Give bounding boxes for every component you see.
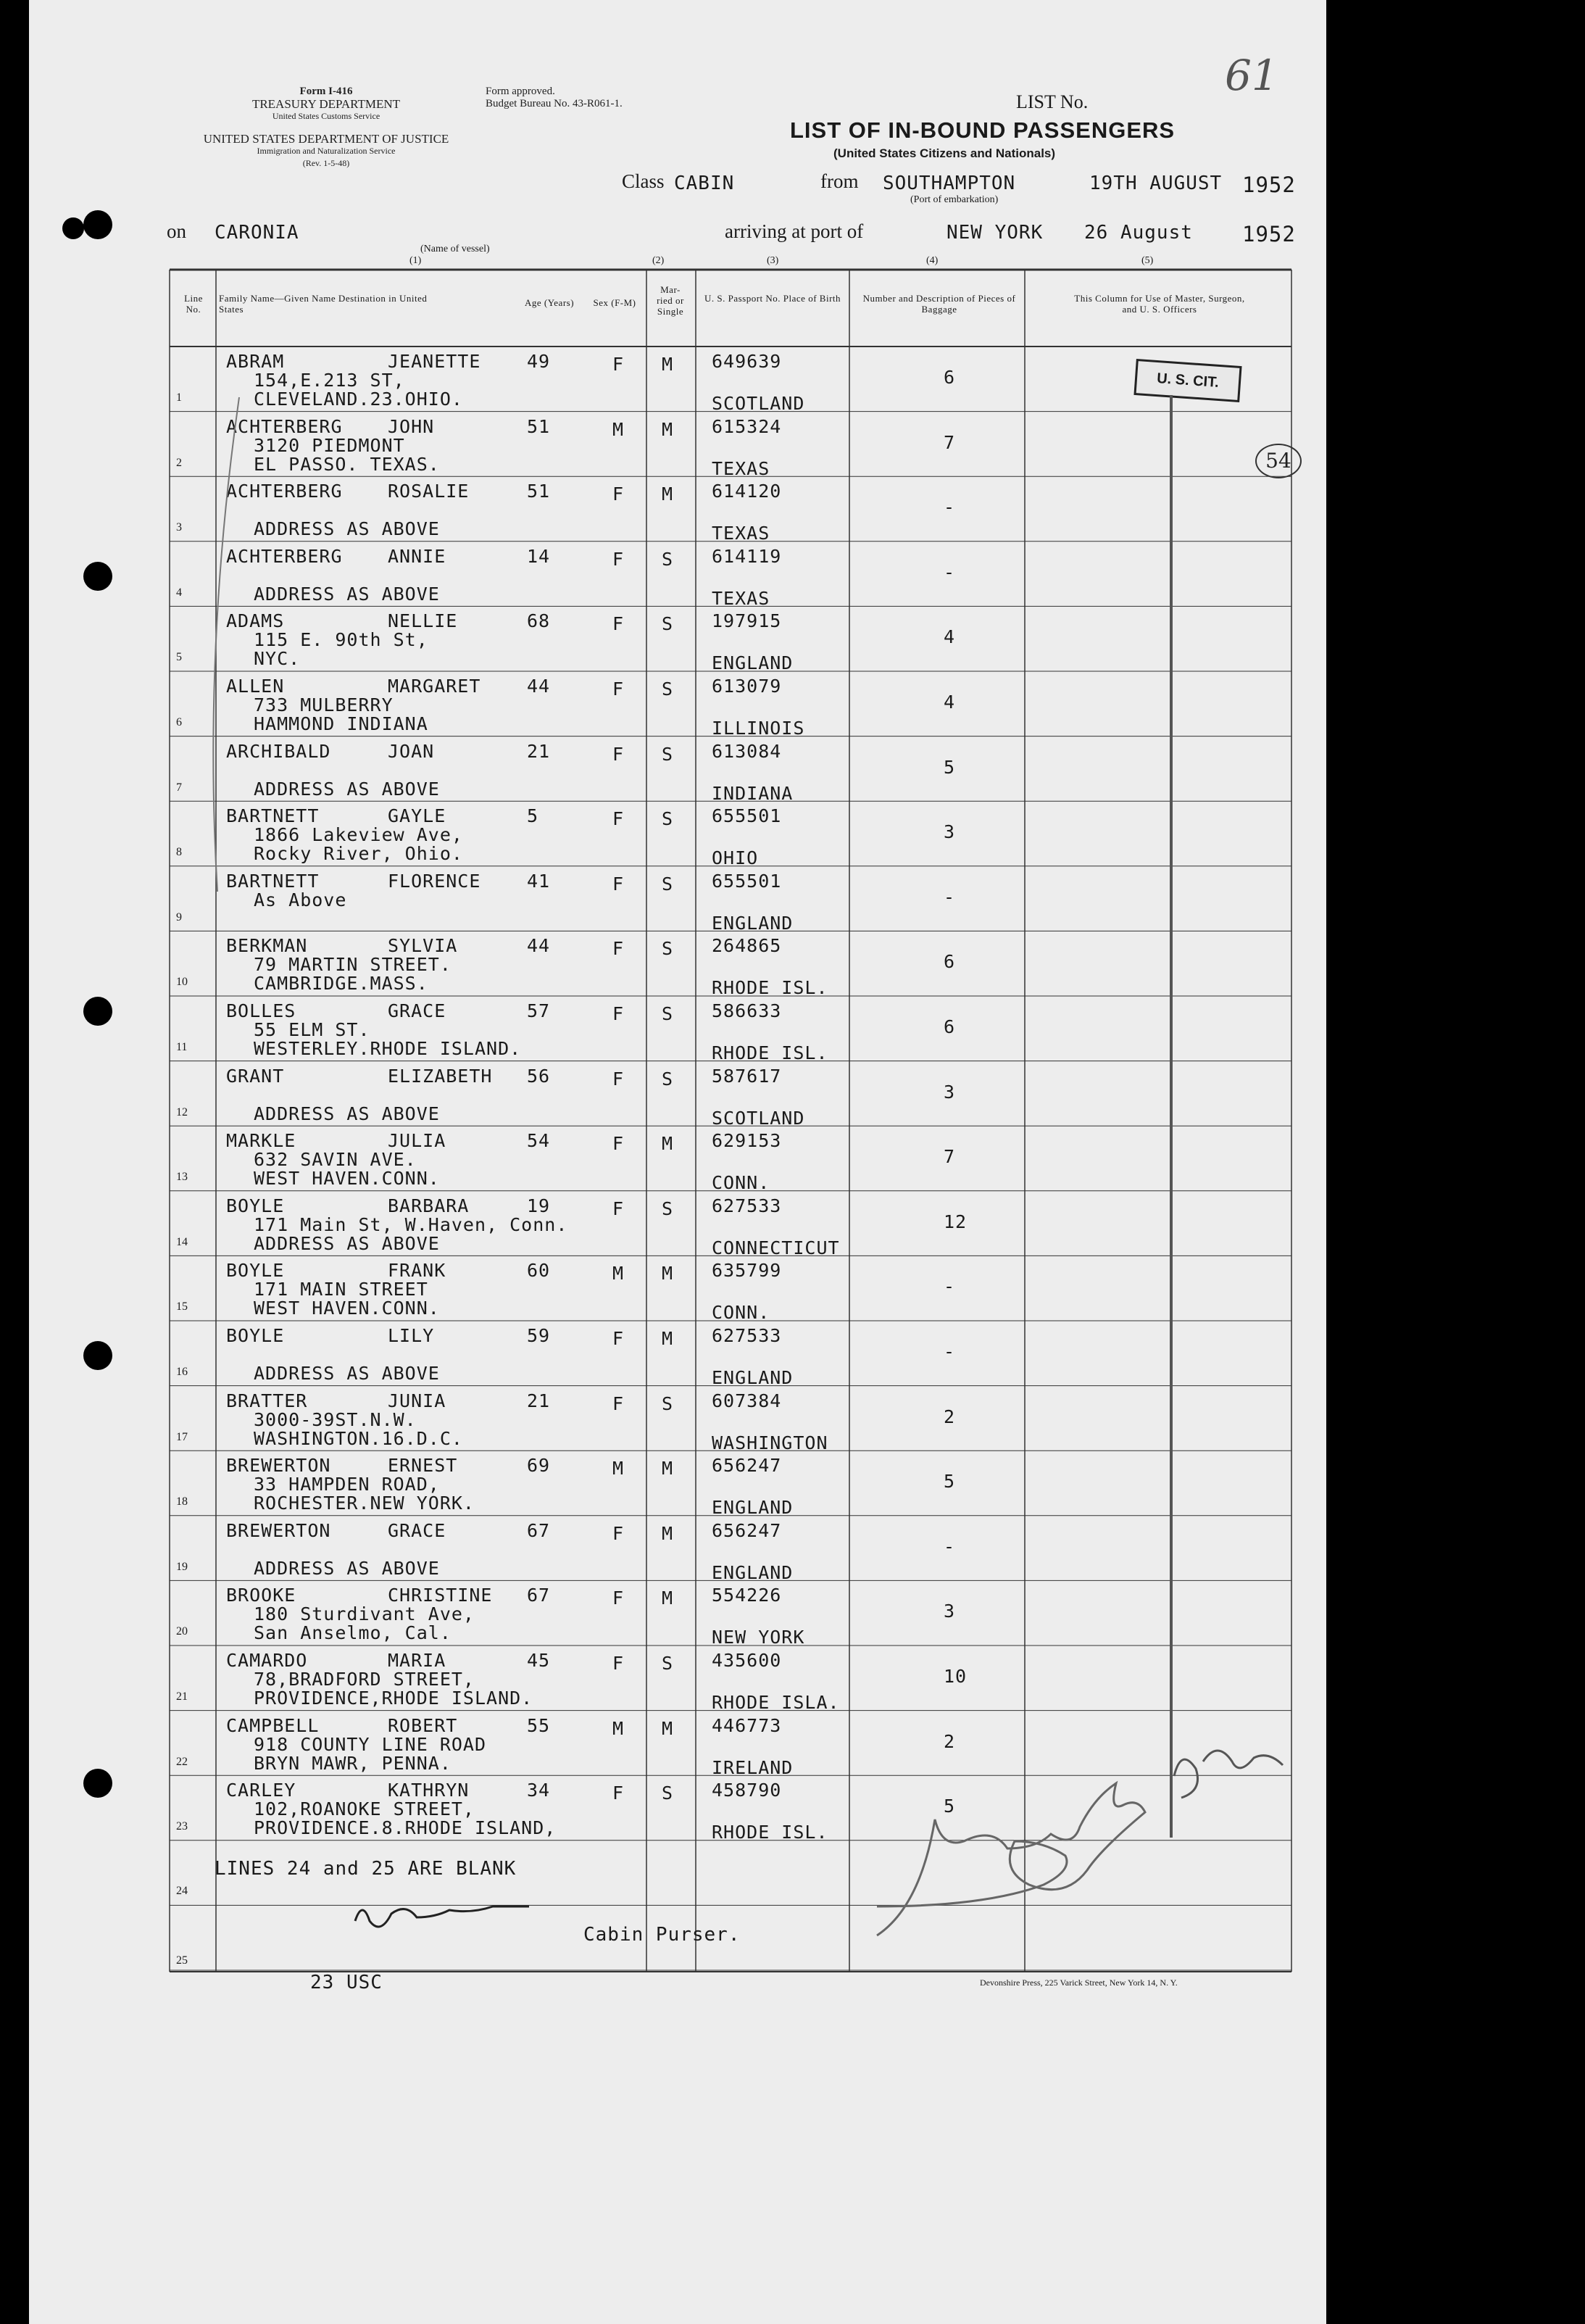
baggage-count: - bbox=[944, 1276, 956, 1298]
line-number: 23 bbox=[176, 1820, 188, 1833]
col-num-1: (1) bbox=[409, 255, 422, 266]
age: 14 bbox=[527, 545, 551, 567]
age: 57 bbox=[527, 1000, 551, 1021]
baggage-count: - bbox=[944, 497, 956, 518]
given-name: JULIA bbox=[388, 1130, 446, 1152]
form-number: Form I-416 bbox=[299, 86, 353, 97]
address-line-1: 171 MAIN STREET bbox=[254, 1279, 428, 1300]
sex: F bbox=[612, 1328, 625, 1349]
page-title: LIST OF IN-BOUND PASSENGERS bbox=[790, 117, 1176, 143]
marital-status: S bbox=[662, 743, 674, 765]
sex: F bbox=[612, 808, 625, 830]
address-line-1: 79 MARTIN STREET. bbox=[254, 954, 452, 976]
age: 59 bbox=[527, 1325, 551, 1346]
address-line-2: WASHINGTON.16.D.C. bbox=[254, 1427, 463, 1449]
address-line-2: Rocky River, Ohio. bbox=[254, 843, 463, 865]
address-line-1: 632 SAVIN AVE. bbox=[254, 1149, 417, 1171]
line-number-24: 24 bbox=[176, 1885, 188, 1897]
address-line-2: ROCHESTER.NEW YORK. bbox=[254, 1493, 475, 1514]
given-name: LILY bbox=[388, 1325, 435, 1346]
address-line-1: 154,E.213 ST, bbox=[254, 370, 405, 391]
passport-number: 627533 bbox=[712, 1325, 782, 1346]
line-number: 2 bbox=[176, 456, 182, 469]
family-name: BREWERTON bbox=[226, 1519, 331, 1541]
marital-status: S bbox=[662, 938, 674, 960]
pencil-bracket bbox=[213, 397, 239, 892]
baggage-count: - bbox=[944, 1535, 956, 1557]
baggage-count: 6 bbox=[944, 951, 956, 973]
line-number: 19 bbox=[176, 1560, 188, 1573]
family-name: CAMPBELL bbox=[226, 1714, 320, 1736]
sex: M bbox=[612, 1717, 625, 1739]
passport-number: 635799 bbox=[712, 1260, 782, 1282]
embarkation-port: SOUTHAMPTON bbox=[883, 173, 1016, 194]
sex: F bbox=[612, 613, 625, 635]
purser-title: Cabin Purser. bbox=[583, 1924, 741, 1946]
age: 21 bbox=[527, 1390, 551, 1411]
baggage-count: 4 bbox=[944, 692, 956, 713]
line-number: 5 bbox=[176, 651, 182, 664]
place-of-birth: RHODE ISL. bbox=[712, 977, 828, 999]
class-value: CABIN bbox=[674, 173, 735, 194]
line-number: 16 bbox=[176, 1366, 188, 1378]
address-line-1: 78,BRADFORD STREET, bbox=[254, 1669, 475, 1690]
age: 34 bbox=[527, 1780, 551, 1801]
given-name: MARIA bbox=[388, 1650, 446, 1671]
address-line-2: ADDRESS AS ABOVE bbox=[254, 1363, 440, 1384]
sex: F bbox=[612, 1783, 625, 1804]
form-approved: Form approved. bbox=[486, 86, 555, 97]
place-of-birth: ENGLAND bbox=[712, 1497, 794, 1519]
place-of-birth: INDIANA bbox=[712, 782, 794, 804]
sex: F bbox=[612, 1068, 625, 1090]
given-name: NELLIE bbox=[388, 610, 458, 632]
passport-number: 614120 bbox=[712, 481, 782, 502]
class-label: Class bbox=[622, 170, 665, 192]
address-line-2: WEST HAVEN.CONN. bbox=[254, 1168, 440, 1190]
vessel-name: CARONIA bbox=[215, 222, 299, 244]
family-name: BRATTER bbox=[226, 1390, 308, 1411]
marital-status: S bbox=[662, 1198, 674, 1219]
address-line-2: PROVIDENCE.8.RHODE ISLAND, bbox=[254, 1817, 557, 1839]
marital-status: M bbox=[662, 1133, 674, 1155]
passport-number: 197915 bbox=[712, 610, 782, 632]
passport-number: 614119 bbox=[712, 545, 782, 567]
baggage-count: - bbox=[944, 1341, 956, 1362]
place-of-birth: RHODE ISLA. bbox=[712, 1692, 840, 1713]
family-name: BOYLE bbox=[226, 1260, 285, 1282]
marital-status: S bbox=[662, 613, 674, 635]
marital-status: S bbox=[662, 548, 674, 570]
passport-number: 655501 bbox=[712, 805, 782, 827]
circled-mark-text: 54 bbox=[1265, 449, 1291, 473]
passport-number: 446773 bbox=[712, 1714, 782, 1736]
address-line-1: 115 E. 90th St, bbox=[254, 629, 428, 651]
dept-justice-sub: Immigration and Naturalization Service bbox=[257, 146, 396, 156]
family-name: GRANT bbox=[226, 1065, 285, 1087]
age: 54 bbox=[527, 1130, 551, 1152]
place-of-birth: ENGLAND bbox=[712, 912, 794, 934]
vessel-note: (Name of vessel) bbox=[420, 244, 490, 254]
address-line-2: HAMMOND INDIANA bbox=[254, 713, 428, 734]
col-num-3: (3) bbox=[767, 255, 779, 266]
arrival-year: 1952 bbox=[1242, 222, 1296, 246]
family-name: CAMARDO bbox=[226, 1650, 308, 1671]
place-of-birth: RHODE ISL. bbox=[712, 1042, 828, 1063]
address-line-1: 3000-39ST.N.W. bbox=[254, 1408, 417, 1430]
address-line-1: 55 ELM ST. bbox=[254, 1019, 370, 1040]
baggage-count: 10 bbox=[944, 1666, 968, 1687]
line-number: 6 bbox=[176, 716, 182, 729]
baggage-count: 2 bbox=[944, 1406, 956, 1427]
family-name: ALLEN bbox=[226, 676, 285, 697]
marital-status: M bbox=[662, 354, 674, 375]
family-name: ABRAM bbox=[226, 351, 285, 372]
marital-status: M bbox=[662, 1263, 674, 1285]
line-number: 12 bbox=[176, 1105, 188, 1119]
given-name: FRANK bbox=[388, 1260, 446, 1282]
officer-initials bbox=[1174, 1751, 1283, 1798]
col-header-name: Family Name—Given Name Destination in United States bbox=[219, 293, 428, 315]
line-number: 1 bbox=[176, 391, 182, 404]
baggage-count: - bbox=[944, 886, 956, 908]
col-header-passport: U. S. Passport No. Place of Birth bbox=[704, 293, 841, 304]
marital-status: S bbox=[662, 1783, 674, 1804]
line-number-25: 25 bbox=[176, 1954, 188, 1967]
list-no-label: LIST No. bbox=[1016, 91, 1089, 112]
place-of-birth: ENGLAND bbox=[712, 1561, 794, 1583]
arrival-date: 26 August bbox=[1084, 222, 1193, 244]
printer-imprint: Devonshire Press, 225 Varick Street, New York 14, N. Y. bbox=[980, 1978, 1178, 1988]
address-line-2: San Anselmo, Cal. bbox=[254, 1622, 452, 1644]
footer-usc: 23 USC bbox=[310, 1972, 383, 1993]
place-of-birth: CONN. bbox=[712, 1302, 770, 1324]
line-number: 8 bbox=[176, 846, 182, 859]
address-line-1: 733 MULBERRY bbox=[254, 694, 394, 715]
sex: F bbox=[612, 1393, 625, 1414]
address-line-2: ADDRESS AS ABOVE bbox=[254, 518, 440, 540]
departure-year: 1952 bbox=[1242, 173, 1296, 197]
baggage-count: 5 bbox=[944, 756, 956, 778]
age: 41 bbox=[527, 870, 551, 892]
address-line-2: WESTERLEY.RHODE ISLAND. bbox=[254, 1038, 522, 1059]
sex: F bbox=[612, 1198, 625, 1219]
line-number: 4 bbox=[176, 586, 182, 599]
address-line-1: 918 COUNTY LINE ROAD bbox=[254, 1733, 487, 1755]
line-number: 21 bbox=[176, 1690, 188, 1703]
col-num-2: (2) bbox=[652, 255, 665, 266]
place-of-birth: RHODE ISL. bbox=[712, 1822, 828, 1843]
line-number: 20 bbox=[176, 1625, 188, 1638]
passport-number: 435600 bbox=[712, 1650, 782, 1671]
sex: F bbox=[612, 938, 625, 960]
sex: F bbox=[612, 678, 625, 700]
passport-number: 656247 bbox=[712, 1455, 782, 1477]
family-name: ADAMS bbox=[226, 610, 285, 632]
family-name: ACHTERBERG bbox=[226, 545, 343, 567]
age: 67 bbox=[527, 1519, 551, 1541]
address-line-1: 180 Sturdivant Ave, bbox=[254, 1603, 475, 1625]
sex: F bbox=[612, 484, 625, 505]
given-name: JEANETTE bbox=[388, 351, 481, 372]
given-name: JUNIA bbox=[388, 1390, 446, 1411]
address-line-2: NYC. bbox=[254, 648, 301, 670]
marital-status: S bbox=[662, 808, 674, 830]
marital-status: M bbox=[662, 1328, 674, 1349]
family-name: BARTNETT bbox=[226, 805, 320, 827]
col-num-5: (5) bbox=[1141, 255, 1154, 266]
us-citizen-stamp-text: U. S. CIT. bbox=[1156, 370, 1220, 391]
address-line-2: ADDRESS AS ABOVE bbox=[254, 1103, 440, 1124]
passport-number: 615324 bbox=[712, 415, 782, 437]
place-of-birth: CONN. bbox=[712, 1172, 770, 1194]
sex: F bbox=[612, 743, 625, 765]
page-subtitle: (United States Citizens and Nationals) bbox=[833, 146, 1056, 160]
family-name: BREWERTON bbox=[226, 1455, 331, 1477]
family-name: BOLLES bbox=[226, 1000, 296, 1021]
marital-status: S bbox=[662, 1003, 674, 1024]
marital-status: S bbox=[662, 1653, 674, 1674]
family-name: BOYLE bbox=[226, 1325, 285, 1346]
place-of-birth: TEXAS bbox=[712, 457, 770, 479]
place-of-birth: ENGLAND bbox=[712, 1367, 794, 1388]
baggage-count: 3 bbox=[944, 1081, 956, 1103]
departure-date: 19TH AUGUST bbox=[1089, 173, 1223, 194]
baggage-count: 7 bbox=[944, 1146, 956, 1168]
sex: F bbox=[612, 1588, 625, 1609]
baggage-count: 5 bbox=[944, 1796, 956, 1817]
age: 21 bbox=[527, 740, 551, 762]
place-of-birth: SCOTLAND bbox=[712, 1107, 805, 1129]
given-name: GRACE bbox=[388, 1519, 446, 1541]
given-name: JOHN bbox=[388, 415, 435, 437]
sex: F bbox=[612, 1133, 625, 1155]
budget-bureau: Budget Bureau No. 43-R061-1. bbox=[486, 98, 623, 109]
purser-signature bbox=[355, 1906, 529, 1927]
family-name: BROOKE bbox=[226, 1585, 296, 1606]
given-name: GAYLE bbox=[388, 805, 446, 827]
family-name: ACHTERBERG bbox=[226, 415, 343, 437]
line-number: 9 bbox=[176, 910, 182, 924]
address-line-2: PROVIDENCE,RHODE ISLAND. bbox=[254, 1688, 533, 1709]
passport-number: 656247 bbox=[712, 1519, 782, 1541]
family-name: CARLEY bbox=[226, 1780, 296, 1801]
arrival-port: NEW YORK bbox=[947, 222, 1044, 244]
col-num-4: (4) bbox=[926, 255, 939, 266]
baggage-count: 2 bbox=[944, 1730, 956, 1752]
given-name: KATHRYN bbox=[388, 1780, 470, 1801]
baggage-count: 12 bbox=[944, 1211, 968, 1232]
marital-status: M bbox=[662, 1588, 674, 1609]
sex: F bbox=[612, 1653, 625, 1674]
line-number: 11 bbox=[176, 1041, 188, 1053]
address-line-2: ADDRESS AS ABOVE bbox=[254, 1557, 440, 1579]
sex: F bbox=[612, 548, 625, 570]
place-of-birth: OHIO bbox=[712, 847, 759, 869]
passport-number: 554226 bbox=[712, 1585, 782, 1606]
passport-number: 613084 bbox=[712, 740, 782, 762]
col-header-baggage: Number and Description of Pieces of Baggage bbox=[862, 293, 1016, 315]
col-header-line-no: Line No. bbox=[184, 293, 203, 315]
address-line-2: ADDRESS AS ABOVE bbox=[254, 778, 440, 800]
passport-number: 649639 bbox=[712, 351, 782, 372]
place-of-birth: CONNECTICUT bbox=[712, 1237, 840, 1258]
dept-justice: UNITED STATES DEPARTMENT OF JUSTICE bbox=[203, 132, 449, 146]
sex: F bbox=[612, 354, 625, 375]
passport-number: 586633 bbox=[712, 1000, 782, 1021]
place-of-birth: TEXAS bbox=[712, 587, 770, 609]
marital-status: M bbox=[662, 418, 674, 440]
line-number: 10 bbox=[176, 976, 188, 989]
address-line-1: 171 Main St, W.Haven, Conn. bbox=[254, 1213, 568, 1235]
marital-status: M bbox=[662, 1717, 674, 1739]
place-of-birth: ILLINOIS bbox=[712, 718, 805, 739]
address-line-2: CAMBRIDGE.MASS. bbox=[254, 973, 428, 995]
family-name: BERKMAN bbox=[226, 935, 308, 957]
address-line-1: 33 HAMPDEN ROAD, bbox=[254, 1474, 440, 1495]
line-number: 14 bbox=[176, 1235, 188, 1248]
place-of-birth: NEW YORK bbox=[712, 1627, 805, 1648]
passport-number: 629153 bbox=[712, 1130, 782, 1152]
dept-treasury: TREASURY DEPARTMENT bbox=[251, 97, 401, 111]
age: 68 bbox=[527, 610, 551, 632]
col-header-married: Mar- ried or Single bbox=[657, 284, 684, 317]
given-name: ANNIE bbox=[388, 545, 446, 567]
given-name: BARBARA bbox=[388, 1195, 470, 1216]
marital-status: M bbox=[662, 484, 674, 505]
address-line-2: BRYN MAWR, PENNA. bbox=[254, 1752, 452, 1774]
baggage-count: - bbox=[944, 561, 956, 583]
age: 51 bbox=[527, 415, 551, 437]
marital-status: M bbox=[662, 1458, 674, 1480]
passport-number: 627533 bbox=[712, 1195, 782, 1216]
arriving-label: arriving at port of bbox=[725, 220, 864, 242]
given-name: JOAN bbox=[388, 740, 435, 762]
place-of-birth: SCOTLAND bbox=[712, 393, 805, 414]
col-header-sex: Sex (F-M) bbox=[593, 297, 636, 308]
marital-status: S bbox=[662, 678, 674, 700]
on-label: on bbox=[167, 220, 186, 242]
age: 56 bbox=[527, 1065, 551, 1087]
address-line-1: 1866 Lakeview Ave, bbox=[254, 824, 463, 846]
address-line-2: ADDRESS AS ABOVE bbox=[254, 583, 440, 605]
col-header-age: Age (Years) bbox=[524, 297, 575, 308]
baggage-count: 6 bbox=[944, 1016, 956, 1037]
passport-number: 458790 bbox=[712, 1780, 782, 1801]
dept-treasury-sub: United States Customs Service bbox=[272, 111, 380, 121]
baggage-count: 7 bbox=[944, 431, 956, 453]
line-number: 17 bbox=[176, 1430, 188, 1443]
given-name: MARGARET bbox=[388, 676, 481, 697]
family-name: BARTNETT bbox=[226, 870, 320, 892]
family-name: MARKLE bbox=[226, 1130, 296, 1152]
passport-number: 264865 bbox=[712, 935, 782, 957]
address-line-1: 3120 PIEDMONT bbox=[254, 434, 405, 456]
given-name: SYLVIA bbox=[388, 935, 458, 957]
given-name: FLORENCE bbox=[388, 870, 481, 892]
from-label: from bbox=[820, 170, 859, 192]
line-number: 13 bbox=[176, 1171, 188, 1184]
marital-status: M bbox=[662, 1522, 674, 1544]
address-line-1: 102,ROANOKE STREET, bbox=[254, 1798, 475, 1820]
baggage-count: 5 bbox=[944, 1471, 956, 1493]
line-number: 7 bbox=[176, 781, 182, 794]
family-name: ARCHIBALD bbox=[226, 740, 331, 762]
address-line-2: WEST HAVEN.CONN. bbox=[254, 1298, 440, 1319]
passport-number: 655501 bbox=[712, 870, 782, 892]
given-name: ROBERT bbox=[388, 1714, 458, 1736]
address-line-2: EL PASSO. TEXAS. bbox=[254, 453, 440, 475]
baggage-count: 4 bbox=[944, 626, 956, 648]
age: 51 bbox=[527, 481, 551, 502]
line-number: 15 bbox=[176, 1300, 188, 1314]
marital-status: S bbox=[662, 873, 674, 895]
place-of-birth: IRELAND bbox=[712, 1756, 794, 1778]
family-name: ACHTERBERG bbox=[226, 481, 343, 502]
age: 49 bbox=[527, 351, 551, 372]
passport-number: 613079 bbox=[712, 676, 782, 697]
line-number: 3 bbox=[176, 521, 182, 534]
age: 44 bbox=[527, 935, 551, 957]
age: 45 bbox=[527, 1650, 551, 1671]
age: 44 bbox=[527, 676, 551, 697]
page-number: 61 bbox=[1225, 51, 1278, 100]
address-line-2: CLEVELAND.23.OHIO. bbox=[254, 389, 463, 410]
sex: F bbox=[612, 873, 625, 895]
passport-number: 587617 bbox=[712, 1065, 782, 1087]
baggage-count: 3 bbox=[944, 1601, 956, 1622]
age: 60 bbox=[527, 1260, 551, 1282]
place-of-birth: WASHINGTON bbox=[712, 1432, 828, 1453]
passport-number: 607384 bbox=[712, 1390, 782, 1411]
place-of-birth: TEXAS bbox=[712, 523, 770, 544]
sex: M bbox=[612, 1263, 625, 1285]
age: 19 bbox=[527, 1195, 551, 1216]
embarkation-note: (Port of embarkation) bbox=[910, 194, 999, 205]
marital-status: S bbox=[662, 1393, 674, 1414]
sex: M bbox=[612, 418, 625, 440]
age: 67 bbox=[527, 1585, 551, 1606]
officer-signature bbox=[877, 1783, 1145, 1935]
address-line-1: As Above bbox=[254, 889, 347, 910]
sex: F bbox=[612, 1522, 625, 1544]
col-header-officers: This Column for Use of Master, Surgeon, and U. S. Officers bbox=[1074, 293, 1245, 315]
line-number: 18 bbox=[176, 1495, 188, 1508]
form-revision: (Rev. 1-5-48) bbox=[302, 158, 350, 168]
family-name: BOYLE bbox=[226, 1195, 285, 1216]
age: 5 bbox=[527, 805, 539, 827]
address-line-2: ADDRESS AS ABOVE bbox=[254, 1232, 440, 1254]
given-name: CHRISTINE bbox=[388, 1585, 493, 1606]
marital-status: S bbox=[662, 1068, 674, 1090]
sex: F bbox=[612, 1003, 625, 1024]
sex: M bbox=[612, 1458, 625, 1480]
given-name: ELIZABETH bbox=[388, 1065, 493, 1087]
blank-lines-note: LINES 24 and 25 ARE BLANK bbox=[215, 1858, 517, 1880]
given-name: ROSALIE bbox=[388, 481, 470, 502]
baggage-count: 6 bbox=[944, 367, 956, 388]
place-of-birth: ENGLAND bbox=[712, 652, 794, 674]
age: 55 bbox=[527, 1714, 551, 1736]
baggage-count: 3 bbox=[944, 821, 956, 843]
given-name: GRACE bbox=[388, 1000, 446, 1021]
line-number: 22 bbox=[176, 1755, 188, 1768]
given-name: ERNEST bbox=[388, 1455, 458, 1477]
age: 69 bbox=[527, 1455, 551, 1477]
